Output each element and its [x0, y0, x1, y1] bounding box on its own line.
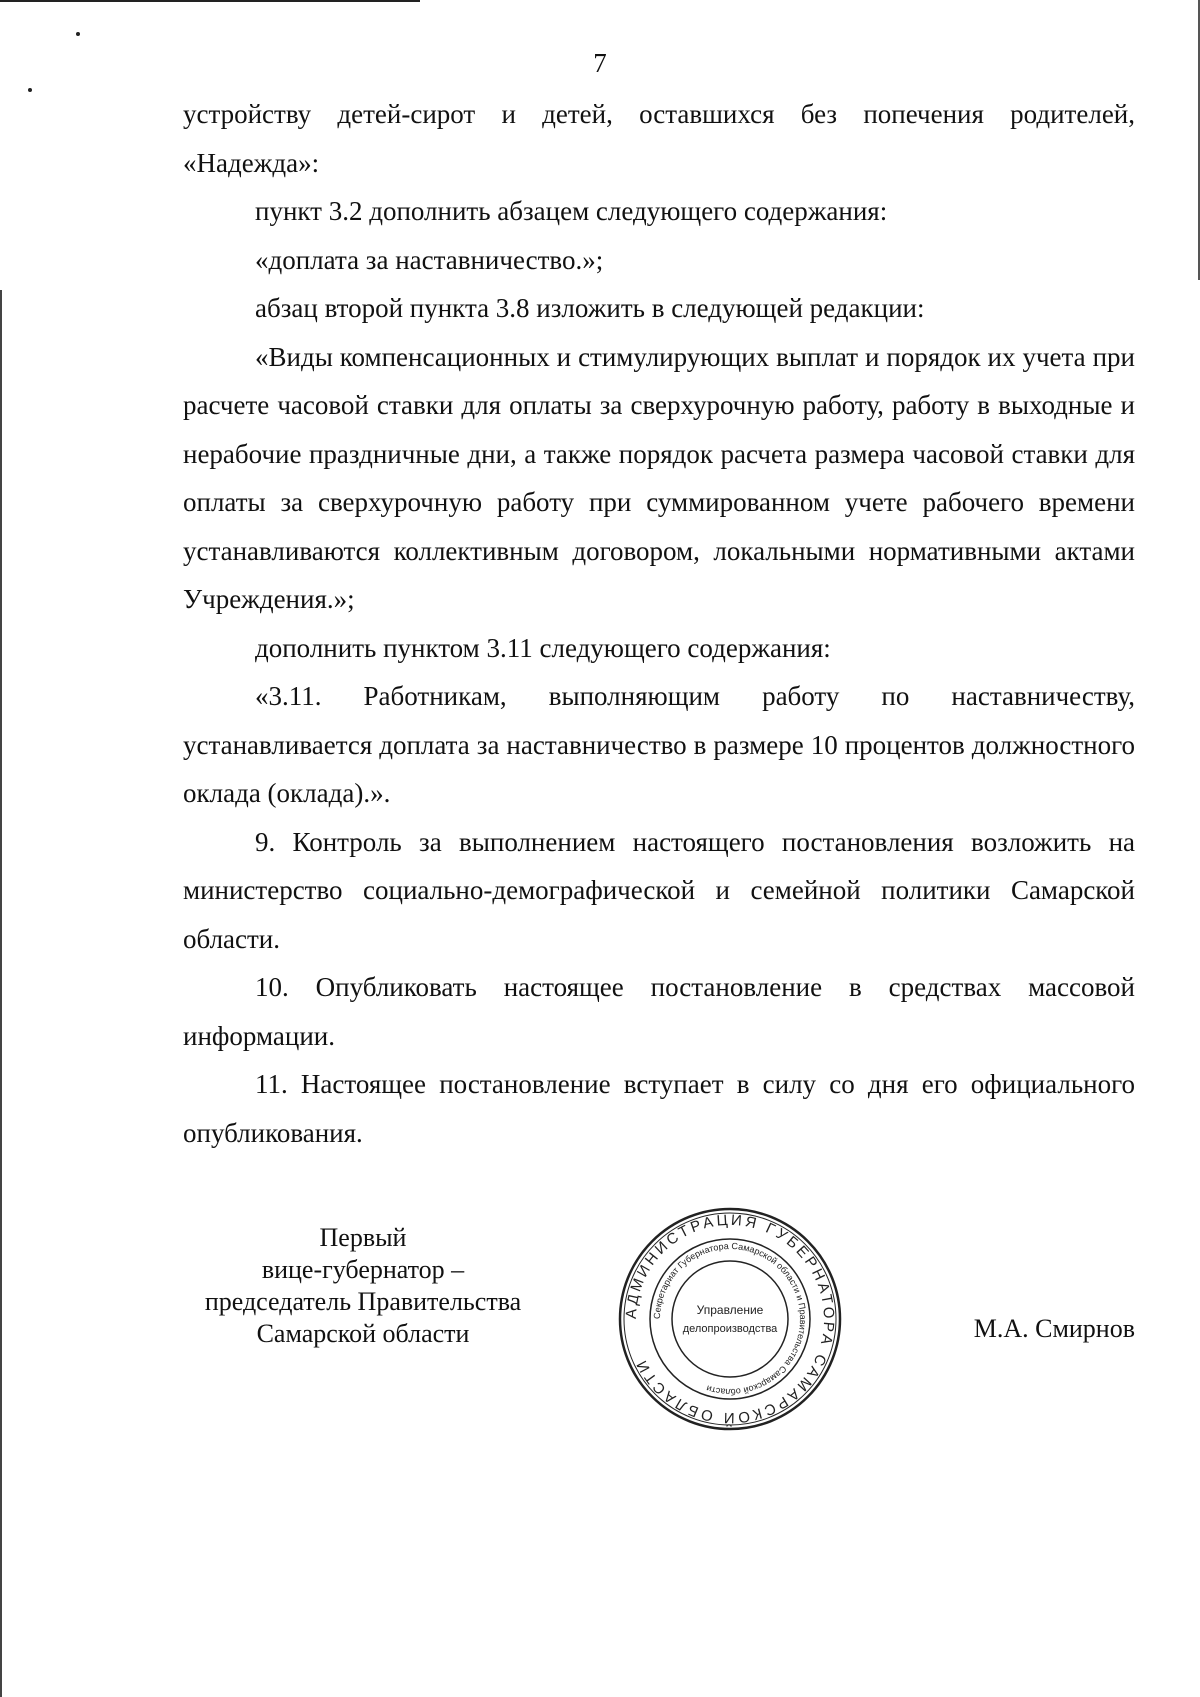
scan-speck: [76, 32, 80, 36]
scan-edge-top: [0, 0, 420, 2]
paragraph: «3.11. Работникам, выполняющим работу по наставничеству, устанавливается доплата за наставничество в размере 10 процентов должностного оклада (оклада).».: [183, 681, 1135, 808]
official-seal: [615, 1204, 845, 1434]
paragraph: абзац второй пункта 3.8 изложить в следующей редакции:: [255, 293, 925, 323]
scan-speck: [28, 88, 32, 92]
signer-name: М.А. Смирнов: [973, 1314, 1135, 1343]
seal-inner-text: Секретариат Губернатора Самарской области и Правительства Самарской области: [651, 1240, 809, 1398]
seal-center-line: Управление: [696, 1303, 764, 1317]
seal-inner-ring: [672, 1261, 788, 1377]
paragraph: устройству детей-сирот и детей, оставшихся без попечения родителей, «Надежда»:: [183, 99, 1135, 178]
signer-title-line: Самарской области: [256, 1319, 470, 1348]
paragraph: пункт 3.2 дополнить абзацем следующего содержания:: [255, 196, 888, 226]
document-body: [183, 90, 1135, 1157]
paragraph: «доплата за наставничество.»;: [255, 244, 604, 275]
signer-title-line: председатель Правительства: [204, 1287, 522, 1316]
paragraph: 10. Опубликовать настоящее постановление в средствах массовой информации.: [183, 972, 1135, 1051]
seal-outer-text: АДМИНИСТРАЦИЯ ГУБЕРНАТОРА САМАРСКОЙ ОБЛАСТИ: [622, 1211, 838, 1427]
seal-middle-ring: [650, 1239, 810, 1399]
signer-title-line: Первый: [319, 1223, 407, 1252]
signer-title: [183, 1222, 543, 1350]
paragraph: «Виды компенсационных и стимулирующих выплат и порядок их учета при расчете часовой ставки для оплаты за сверхурочную работу, работу в выходные и нерабочие праздничные дни, а также порядок расчета размера часовой ставки для оплаты за сверхурочную работу при суммированном учете рабочего времени устанавливаются коллективным договором, локальными нормативными актами Учреждения.»;: [183, 341, 1135, 614]
seal-center-line: делопроизводства: [682, 1323, 778, 1335]
page-number: 7: [593, 48, 607, 78]
paragraph: 11. Настоящее постановление вступает в силу со дня его официального опубликования.: [183, 1069, 1135, 1148]
scan-edge-left: [0, 290, 2, 1697]
signature-block: [183, 1211, 1135, 1427]
signer-title-line: вице-губернатор –: [261, 1255, 465, 1284]
paragraph: дополнить пунктом 3.11 следующего содержания:: [255, 632, 831, 663]
paragraph: 9. Контроль за выполнением настоящего постановления возложить на министерство социально-демографической и семейной политики Самарской области.: [183, 826, 1135, 954]
